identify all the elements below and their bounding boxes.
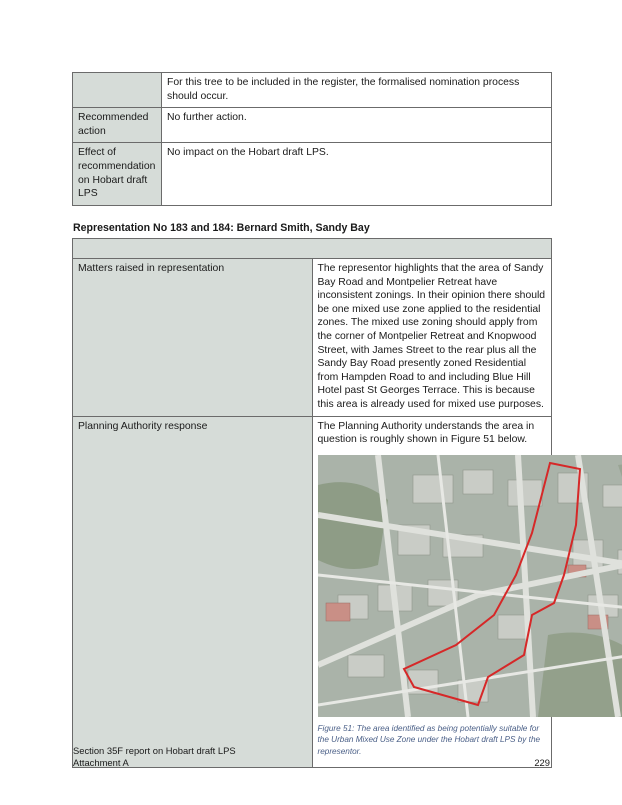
recommended-action-label: Recommended action — [73, 108, 162, 143]
planning-authority-label: Planning Authority response — [73, 416, 313, 768]
previous-representation-table — [72, 72, 552, 206]
effect-label: Effect of recommendation on Hobart draft LPS — [73, 143, 162, 205]
planning-authority-response — [312, 416, 552, 768]
matters-raised-text: The representor highlights that the area of Sandy Bay Road and Montpelier Retreat have inconsistent zonings. In their opinion there should be one mixed use zone applied to the residential zones. The mixed use zoning should apply from the corner of Montpelier Retreat and Knopwood Street, with James Street to the rear plus all the Sandy Bay Road presently zoned Residential from Hampden Road to and including Blue Hill Hotel past St Georges Terrace. This is because this area is already used for mixed use purposes. — [312, 259, 552, 417]
nomination-note: For this tree to be included in the register, the formalised nomination process should occur. — [162, 73, 552, 108]
matters-raised-label: Matters raised in representation — [73, 259, 313, 417]
footer-attachment: Attachment A — [73, 757, 129, 768]
recommended-action-value: No further action. — [162, 108, 552, 143]
effect-value: No impact on the Hobart draft LPS. — [162, 143, 552, 205]
page-number: 229 — [534, 757, 550, 768]
empty-label-cell — [73, 73, 162, 108]
representation-183-table — [72, 238, 552, 768]
aerial-map-figure — [318, 455, 622, 717]
footer-report-title: Section 35F report on Hobart draft LPS — [73, 745, 236, 756]
section-heading: Representation No 183 and 184: Bernard Smith, Sandy Bay — [73, 222, 370, 234]
table-header-row — [73, 239, 552, 259]
planning-response-text: The Planning Authority understands the area in question is roughly shown in Figure 51 below. — [317, 420, 535, 446]
figure-caption: Figure 51: The area identified as being potentially suitable for the Urban Mixed Use Zone under the Hobart draft LPS by the representor. — [317, 723, 541, 756]
